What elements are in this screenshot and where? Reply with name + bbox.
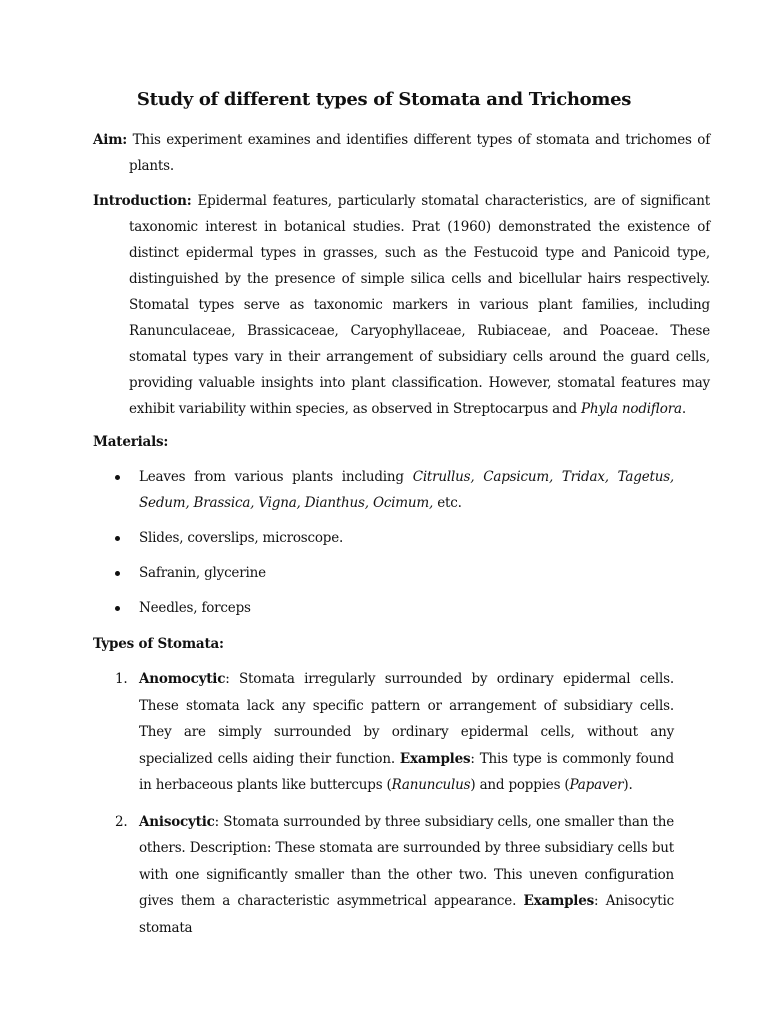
materials-item-1-prefix: Leaves from various plants including <box>139 469 404 485</box>
anomocytic-description: : Stomata irregularly surrounded by ordinary epidermal cells. These stomata lack any specific pattern or arrangement of subsidiary cells. They are simply surrounded by ordinary epidermal cells, without any specialized cells aiding their function. <box>139 671 674 767</box>
introduction-species: Phyla nodiflora <box>581 401 682 417</box>
bullet-icon <box>115 571 120 576</box>
list-item <box>93 560 674 586</box>
materials-list <box>93 464 674 630</box>
anisocytic-description: : Stomata surrounded by three subsidiary cells, one smaller than the others. Description: These stomata are surrounded by three subsidiary cells but with one significantly smaller than the other two. This uneven configuration gives them a characteristic asymmetrical appearance. <box>139 813 674 909</box>
anisocytic-name: Anisocytic <box>139 813 215 830</box>
document-title: Study of different types of Stomata and Trichomes <box>136 89 632 110</box>
bullet-icon <box>115 475 120 480</box>
anomocytic-examples-label: Examples <box>399 750 471 767</box>
aim-label: Aim: <box>93 132 128 148</box>
anisocytic-examples-text: : Anisocytic stomata <box>139 893 675 936</box>
introduction-text: Epidermal features, particularly stomatal characteristics, are of significant taxonomic interest in botanical studies. Prat (1960) demonstrated the existence of distinct epidermal types in grasses, such as the Festucoid type and Panicoid type, distinguished by the presence of simple silica cells and bicellular hairs respectively. Stomatal types serve as taxonomic markers in various plant families, including Ranunculaceae, Brassicaceae, Caryophyllaceae, Rubiaceae, and Poaceae. These stomatal types vary in their arrangement of subsidiary cells around the guard cells, providing valuable insights into plant classification. However, stomatal features may exhibit variability within species, as observed in Streptocarpus and <box>129 193 710 417</box>
list-item <box>93 464 674 516</box>
materials-item-2: Slides, coverslips, microscope. <box>139 530 344 546</box>
list-item <box>93 525 674 551</box>
introduction-label: Introduction: <box>93 193 192 209</box>
anomocytic-examples-text-1: : This type is commonly found in herbaceous plants like buttercups ( <box>139 750 674 793</box>
anomocytic-genus-1: Ranunculus <box>391 777 471 793</box>
materials-item-1-plants: Citrullus, Capsicum, Tridax, Tagetus, Sedum, Brassica, Vigna, Dianthus, Ocimum, <box>139 469 675 511</box>
introduction-paragraph <box>93 188 710 422</box>
bullet-icon <box>115 536 120 541</box>
item-number: 1. <box>115 671 128 687</box>
anomocytic-examples-text-3: ). <box>623 777 633 793</box>
anomocytic-genus-2: Papaver <box>569 777 624 793</box>
item-number: 2. <box>115 813 128 830</box>
materials-item-4: Needles, forceps <box>139 600 251 616</box>
anisocytic-examples-label: Examples <box>523 893 595 909</box>
list-item <box>93 666 674 799</box>
list-item <box>93 595 674 621</box>
materials-item-3: Safranin, glycerine <box>139 565 266 581</box>
materials-heading: Materials: <box>93 434 169 450</box>
bullet-icon <box>115 606 120 611</box>
list-item <box>93 809 674 942</box>
stomata-types-list <box>93 666 674 951</box>
anomocytic-examples-text-2: ) and poppies ( <box>470 777 570 793</box>
aim-text: This experiment examines and identifies different types of stomata and trichomes of plants. <box>129 132 711 174</box>
introduction-end: . <box>681 401 686 417</box>
anomocytic-name: Anomocytic <box>139 671 226 687</box>
aim-paragraph <box>93 127 710 179</box>
materials-item-1-suffix: etc. <box>437 495 462 511</box>
types-heading: Types of Stomata: <box>93 636 224 652</box>
